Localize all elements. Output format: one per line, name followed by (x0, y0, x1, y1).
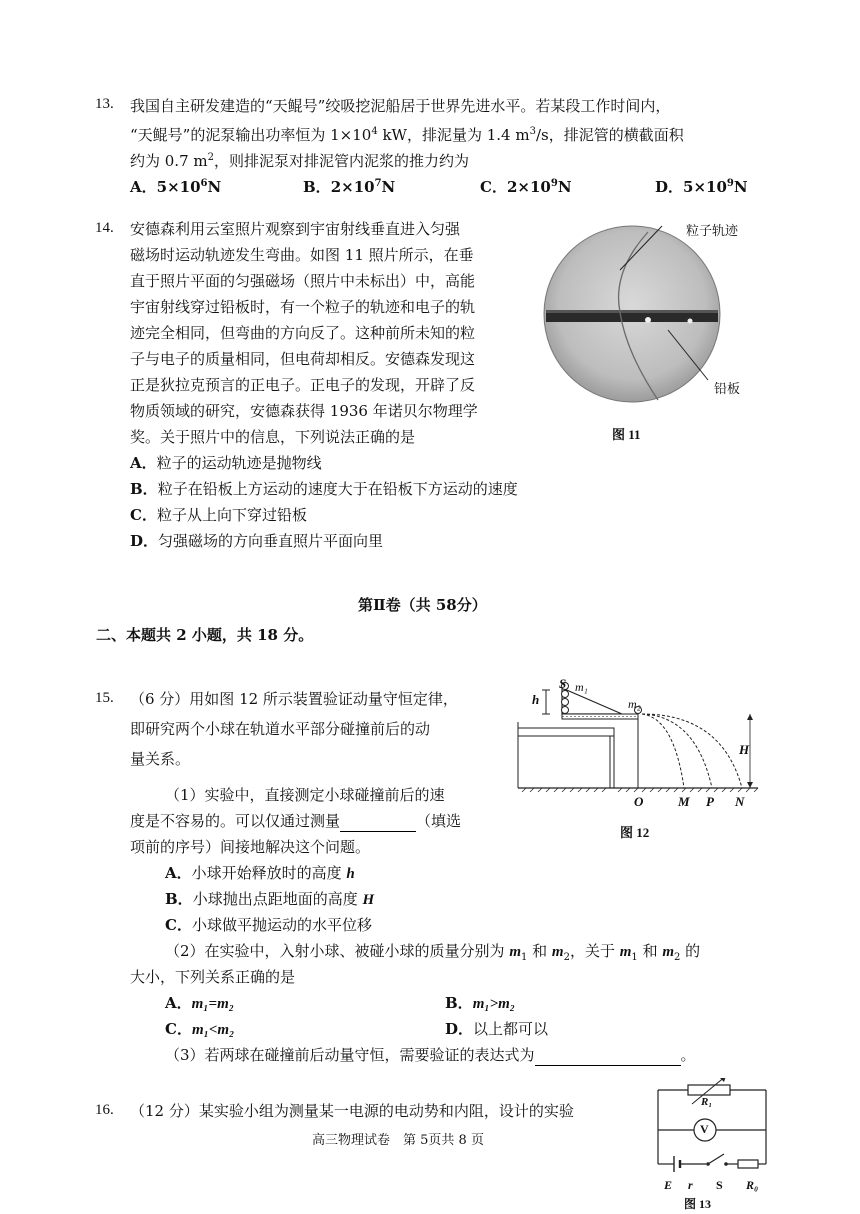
q15-number: 15. (95, 690, 114, 706)
figure-12-S-label: S (559, 676, 567, 691)
q14-option-c: C．粒子从上向下穿过铅板 (130, 506, 307, 524)
figure-12-apparatus (514, 672, 764, 802)
q14-option-b: B．粒子在铅板上方运动的速度大于在铅板下方运动的速度 (130, 480, 518, 498)
q15-part1-option-b: B．小球抛出点距地面的高度 H (165, 890, 375, 908)
figure-11-track-label: 粒子轨迹 (686, 224, 739, 239)
figure-13-R1-label: R₁ (701, 1096, 713, 1108)
figure-12-m2-label: m₂ (628, 697, 641, 711)
q14-line3: 直于照片平面的匀强磁场（照片中未标出）中，高能 (130, 272, 476, 290)
q13-line2: “天鲲号”的泥泵输出功率恒为 $1\times 10^4$ kW，排泥量为 1.4 $m^3/s$，排泥管的横截面积 (130, 126, 684, 144)
q15-part1-line3: 项前的序号）间接地解决这个问题。 (130, 838, 371, 856)
q15-part1-option-c: C．小球做平抛运动的水平位移 (165, 916, 372, 934)
q15-part2-option-d: D．以上都可以 (445, 1020, 549, 1038)
q14-option-a: A．粒子的运动轨迹是抛物线 (130, 454, 322, 472)
q13-option-c: C．$2\times 10^9N$ (480, 178, 572, 196)
figure-12-O-label: O (634, 794, 644, 809)
q15-answer-blank-3[interactable] (535, 1049, 681, 1066)
q15-part1-line1: （1）实验中，直接测定小球碰撞前后的速 (165, 786, 445, 804)
q15-part2-option-a: A．m₁=m₂ (165, 994, 234, 1012)
q13-number: 13. (95, 96, 114, 112)
figure-13-R0-label: R₀ (746, 1178, 759, 1192)
section-2-title: 第Ⅱ卷（共 58分） (358, 596, 487, 614)
figure-12-caption: 图 12 (620, 825, 650, 840)
figure-12-M-label: M (678, 794, 690, 809)
figure-13-r-label: r (688, 1178, 693, 1192)
q13-option-d: D．$5\times 10^9N$ (655, 178, 748, 196)
figure-12-P-label: P (706, 794, 714, 809)
q14-line6: 子与电子的质量相同，但电荷却相反。安德森发现这 (130, 350, 476, 368)
q14-line9: 奖。关于照片中的信息，下列说法正确的是 (130, 428, 416, 446)
q15-line2: 即研究两个小球在轨道水平部分碰撞前后的动 (130, 720, 431, 738)
q15-part3: （3）若两球在碰撞前后动量守恒，需要验证的表达式为 。 (165, 1046, 696, 1064)
figure-11-plate-label: 铅板 (714, 382, 741, 397)
section-2-heading: 二、本题共 2 小题，共 18 分。 (96, 626, 314, 644)
q15-line3: 量关系。 (130, 750, 191, 768)
q13-option-a: A．$5\times 10^6N$ (130, 178, 222, 196)
q14-line8: 物质领域的研究，安德森获得 1936 年诺贝尔物理学 (130, 402, 478, 420)
q14-line1: 安德森利用云室照片观察到宇宙射线垂直进入匀强 (130, 220, 461, 238)
figure-12-H-label: H (739, 742, 750, 757)
q14-line5: 迹完全相同，但弯曲的方向反了。这种前所未知的粒 (130, 324, 476, 342)
q14-line7: 正是狄拉克预言的正电子。正电子的发现，开辟了反 (130, 376, 476, 394)
figure-12-N-label: N (735, 794, 745, 809)
figure-13-S-label: S (716, 1178, 723, 1192)
figure-11-caption: 图 11 (612, 427, 641, 442)
q15-answer-blank-1[interactable] (340, 815, 416, 832)
q14-option-d: D．匀强磁场的方向垂直照片平面向里 (130, 532, 384, 550)
q15-part2-option-c: C．m₁<m₂ (165, 1020, 235, 1038)
q15-part2-option-b: B．m₁>m₂ (445, 994, 516, 1012)
q14-line2: 磁场时运动轨迹发生弯曲。如图 11 照片所示，在垂 (130, 246, 474, 264)
figure-13-circuit (650, 1078, 772, 1178)
q13-option-b: B．$2\times 10^7N$ (303, 178, 396, 196)
figure-12-h-label: h (532, 692, 540, 707)
figure-12-m1-label: m₁ (575, 680, 588, 694)
q15-part1-option-a: A．小球开始释放时的高度 h (165, 864, 355, 882)
page-footer: 高三物理试卷 第 5页共 8 页 (312, 1133, 484, 1148)
figure-13-voltmeter-label: V (700, 1122, 709, 1136)
q13-line3: 约为 0.7 $m^2$，则排泥泵对排泥管内泥浆的推力约为 (130, 152, 470, 170)
q16-number: 16. (95, 1102, 114, 1118)
q16-line1: （12 分）某实验小组为测量某一电源的电动势和内阻，设计的实验 (130, 1102, 574, 1120)
q15-part2-line2: 大小，下列关系正确的是 (130, 968, 296, 986)
figure-13-caption: 图 13 (684, 1197, 712, 1211)
figure-13-E-label: E (664, 1178, 673, 1192)
q15-line1: （6 分）用如图 12 所示装置验证动量守恒定律， (130, 690, 458, 708)
q14-number: 14. (95, 220, 114, 236)
q14-line4: 宇宙射线穿过铅板时，有一个粒子的轨迹和电子的轨 (130, 298, 476, 316)
q15-part2-line1: （2）在实验中，入射小球、被碰小球的质量分别为 $m_1$ 和 $m_2$，关于 $m_1$ 和 $m_2$ 的 (165, 942, 701, 963)
q13-line1: 我国自主研发建造的“天鲲号”绞吸挖泥船居于世界先进水平。若某段工作时间内， (130, 97, 671, 115)
q15-part1-line2: 度是不容易的。可以仅通过测量 （填选 (130, 812, 462, 830)
